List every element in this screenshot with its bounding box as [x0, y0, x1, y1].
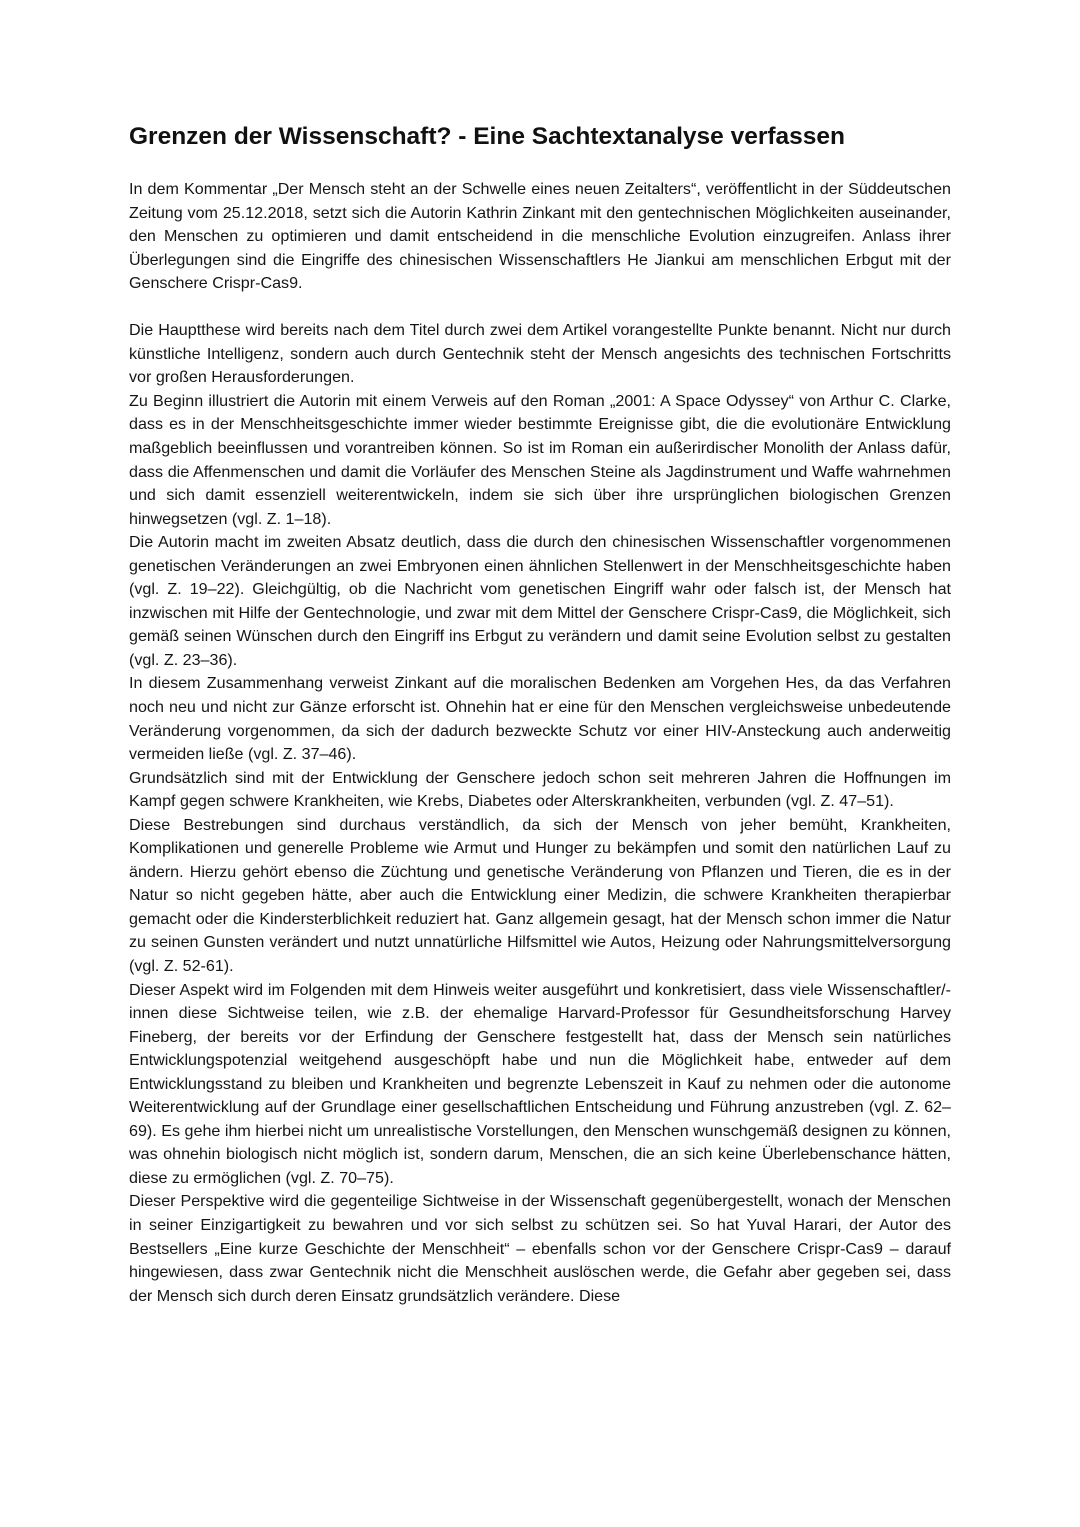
paragraph-space-odyssey: Zu Beginn illustriert die Autorin mit einem Verweis auf den Roman „2001: A Space Odyssey“ von Arthur C. Clarke, dass es in der Menschheitsgeschichte immer wieder bestimmte Ereignisse gibt, die die evolutionäre Entwicklung maßgeblich beeinflussen und vorantreiben können. So ist im Roman ein außerirdischer Monolith der Anlass dafür, dass die Affenmenschen und damit die Vorläufer des Menschen Steine als Jagdinstrument und Waffe wahrnehmen und sich damit essenziell weiterentwickeln, indem sie sich über ihre ursprünglichen biologischen Grenzen hinwegsetzen (vgl. Z. 1–18). — [129, 391, 951, 528]
paragraph-second-section: Die Autorin macht im zweiten Absatz deutlich, dass die durch den chinesischen Wissenschaftler vorgenommenen genetischen Veränderungen an zwei Embryonen einen ähnlichen Stellenwert in der Menschheitsgeschichte haben (vgl. Z. 19–22). Gleichgültig, ob die Nachricht vom genetischen Eingriff wahr oder falsch ist, der Mensch hat inzwischen mit Hilfe der Gentechnologie, und zwar mit dem Mittel der Genschere Crispr-Cas9, die Möglichkeit, sich gemäß seinen Wünschen durch den Eingriff ins Erbgut zu verändern und damit seine Evolution selbst zu gestalten (vgl. Z. 23–36). — [129, 533, 951, 669]
intro-paragraph: In dem Kommentar „Der Mensch steht an der Schwelle eines neuen Zeitalters“, veröffentlicht in der Süddeutschen Zeitung vom 25.12.2018, setzt sich die Autorin Kathrin Zinkant mit den gentechnischen Möglichkeiten auseinander, den Menschen zu optimieren und damit entscheidend in die menschliche Evolution einzugreifen. Anlass ihrer Überlegungen sind die Eingriffe des chinesischen Wissenschaftlers He Jiankui am menschlichen Erbgut mit der Genschere Crispr-Cas9. — [129, 180, 951, 293]
paragraph-endeavors: Diese Bestrebungen sind durchaus verständlich, da sich der Mensch von jeher bemüht, Krankheiten, Komplikationen und generelle Probleme wie Armut und Hunger zu bekämpfen und somit den natürlichen Lauf zu ändern. Hierzu gehört ebenso die Züchtung und genetische Veränderung von Pflanzen und Tieren, die es in der Natur so nicht gegeben hätte, aber auch die Entwicklung einer Medizin, die schwere Krankheiten therapierbar gemacht oder die Kindersterblichkeit reduziert hat. Ganz allgemein gesagt, hat der Mensch schon immer die Natur zu seinen Gunsten verändert und nutzt unnatürliche Hilfsmittel wie Autos, Heizung oder Nahrungsmittelversorgung (vgl. Z. 52-61). — [129, 815, 951, 975]
document-title: Grenzen der Wissenschaft? - Eine Sachtextanalyse verfassen — [129, 123, 846, 150]
document-page — [129, 120, 951, 1308]
paragraph-fineberg: Dieser Aspekt wird im Folgenden mit dem Hinweis weiter ausgeführt und konkretisiert, dass viele Wissenschaftler/-innen diese Sichtweise teilen, wie z.B. der ehemalige Harvard-Professor für Gesundheitsforschung Harvey Fineberg, der bereits vor der Erfindung der Genschere festgestellt hat, dass der Mensch sein natürliches Entwicklungspotenzial weitgehend ausgeschöpft habe und nun die Möglichkeit habe, entweder auf dem Entwicklungsstand zu bleiben und Krankheiten und begrenzte Lebenszeit in Kauf zu nehmen oder die autonome Weiterentwicklung auf der Grundlage einer gesellschaftlichen Entscheidung und Führung anzustreben (vgl. Z. 62–69). Es gehe ihm hierbei nicht um unrealistische Vorstellungen, den Menschen wunschgemäß designen zu können, was ohnehin biologisch nicht möglich ist, sondern darum, Menschen, die an sich keine Überlebenschance hätten, diese zu ermöglichen (vgl. Z. 70–75). — [129, 980, 951, 1187]
paragraph-spacer — [129, 296, 951, 320]
paragraph-moral-concerns: In diesem Zusammenhang verweist Zinkant auf die moralischen Bedenken am Vorgehen Hes, da das Verfahren noch neu und nicht zur Gänze erforscht ist. Ohnehin hat er eine für den Menschen vergleichsweise unbedeutende Veränderung vorgenommen, da sich der dadurch bezweckte Schutz vor einer HIV-Ansteckung auch anderweitig vermeiden ließe (vgl. Z. 37–46). — [129, 674, 951, 764]
paragraph-harari: Dieser Perspektive wird die gegenteilige Sichtweise in der Wissenschaft gegenübergestellt, wonach der Menschen in seiner Einzigartigkeit zu bewahren und vor sich selbst zu schützen sei. So hat Yuval Harari, der Autor des Bestsellers „Eine kurze Geschichte der Menschheit“ – ebenfalls schon vor der Genschere Crispr-Cas9 – darauf hingewiesen, dass zwar Gentechnik nicht die Menschheit auslöschen werde, die Gefahr aber gegeben sei, dass der Mensch sich durch deren Einsatz grundsätzlich verändere. Diese — [129, 1192, 951, 1305]
paragraph-hopes: Grundsätzlich sind mit der Entwicklung der Genschere jedoch schon seit mehreren Jahren die Hoffnungen im Kampf gegen schwere Krankheiten, wie Krebs, Diabetes oder Alterskrankheiten, verbunden (vgl. Z. 47–51). — [129, 768, 951, 811]
paragraph-main-thesis: Die Hauptthese wird bereits nach dem Titel durch zwei dem Artikel vorangestellte Punkte benannt. Nicht nur durch künstliche Intelligenz, sondern auch durch Gentechnik steht der Mensch angesichts des technischen Fortschritts vor großen Herausforderungen. — [129, 321, 951, 387]
